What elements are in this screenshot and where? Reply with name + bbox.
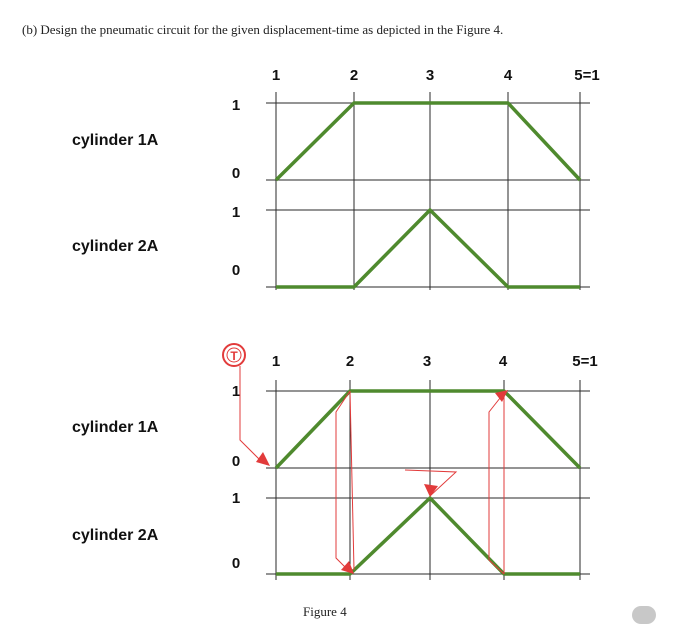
bottom-step-labels (272, 353, 598, 370)
bottom-row-labels (72, 419, 159, 544)
top-row1-high: 1 (231, 97, 241, 114)
top-row2-name: cylinder 2A (72, 238, 159, 255)
bottom-row1-high: 1 (231, 383, 241, 400)
top-level-labels (232, 97, 240, 279)
signal-arrowheads (256, 390, 508, 574)
bottom-row1-name: cylinder 1A (72, 419, 159, 436)
marker-t (223, 344, 245, 366)
signal-step2 (336, 391, 350, 570)
bottom-cylinder-1a-path (276, 391, 580, 468)
top-row2-low: 0 (231, 262, 241, 279)
top-row1-low: 0 (231, 165, 241, 182)
top-step-1: 1 (271, 67, 281, 84)
figure-caption-text: Figure 4 (303, 604, 347, 619)
arrow-step2 (341, 561, 354, 574)
signal-step4 (489, 393, 504, 574)
bottom-row1-low: 0 (231, 453, 241, 470)
top-grid (266, 92, 590, 290)
bottom-row2-high: 1 (231, 490, 241, 507)
bottom-step-5: 5=1 (572, 353, 598, 370)
arrow-start (256, 452, 270, 466)
bottom-step-3: 3 (422, 353, 432, 370)
bottom-step-2: 2 (345, 353, 355, 370)
top-row2-high: 1 (231, 204, 241, 221)
question-text: (b) Design the pneumatic circuit for the given displacement-time as depicted in the Figure 4. (22, 22, 504, 37)
top-row1-name: cylinder 1A (72, 132, 159, 149)
bottom-grid (266, 380, 590, 580)
bottom-step-4: 4 (498, 353, 508, 370)
bottom-level-labels (232, 383, 240, 572)
bottom-cylinder-2a-path (276, 498, 580, 574)
top-step-labels (272, 67, 600, 84)
bottom-row2-low: 0 (231, 555, 241, 572)
top-step-4: 4 (503, 67, 513, 84)
top-step-2: 2 (349, 67, 359, 84)
top-row-labels (72, 132, 159, 255)
top-cylinder-1a-path (276, 103, 580, 180)
bottom-step-1: 1 (271, 353, 281, 370)
bottom-row2-name: cylinder 2A (72, 527, 159, 544)
bottom-motion-lines (276, 391, 580, 574)
top-step-5: 5=1 (574, 67, 600, 84)
top-motion-lines (276, 103, 580, 287)
top-cylinder-2a-path (276, 210, 580, 287)
signal-lines (240, 366, 504, 574)
signal-start (240, 366, 262, 462)
marker-t-label: T (230, 349, 238, 363)
top-step-3: 3 (425, 67, 435, 84)
scroll-handle[interactable] (632, 606, 656, 624)
